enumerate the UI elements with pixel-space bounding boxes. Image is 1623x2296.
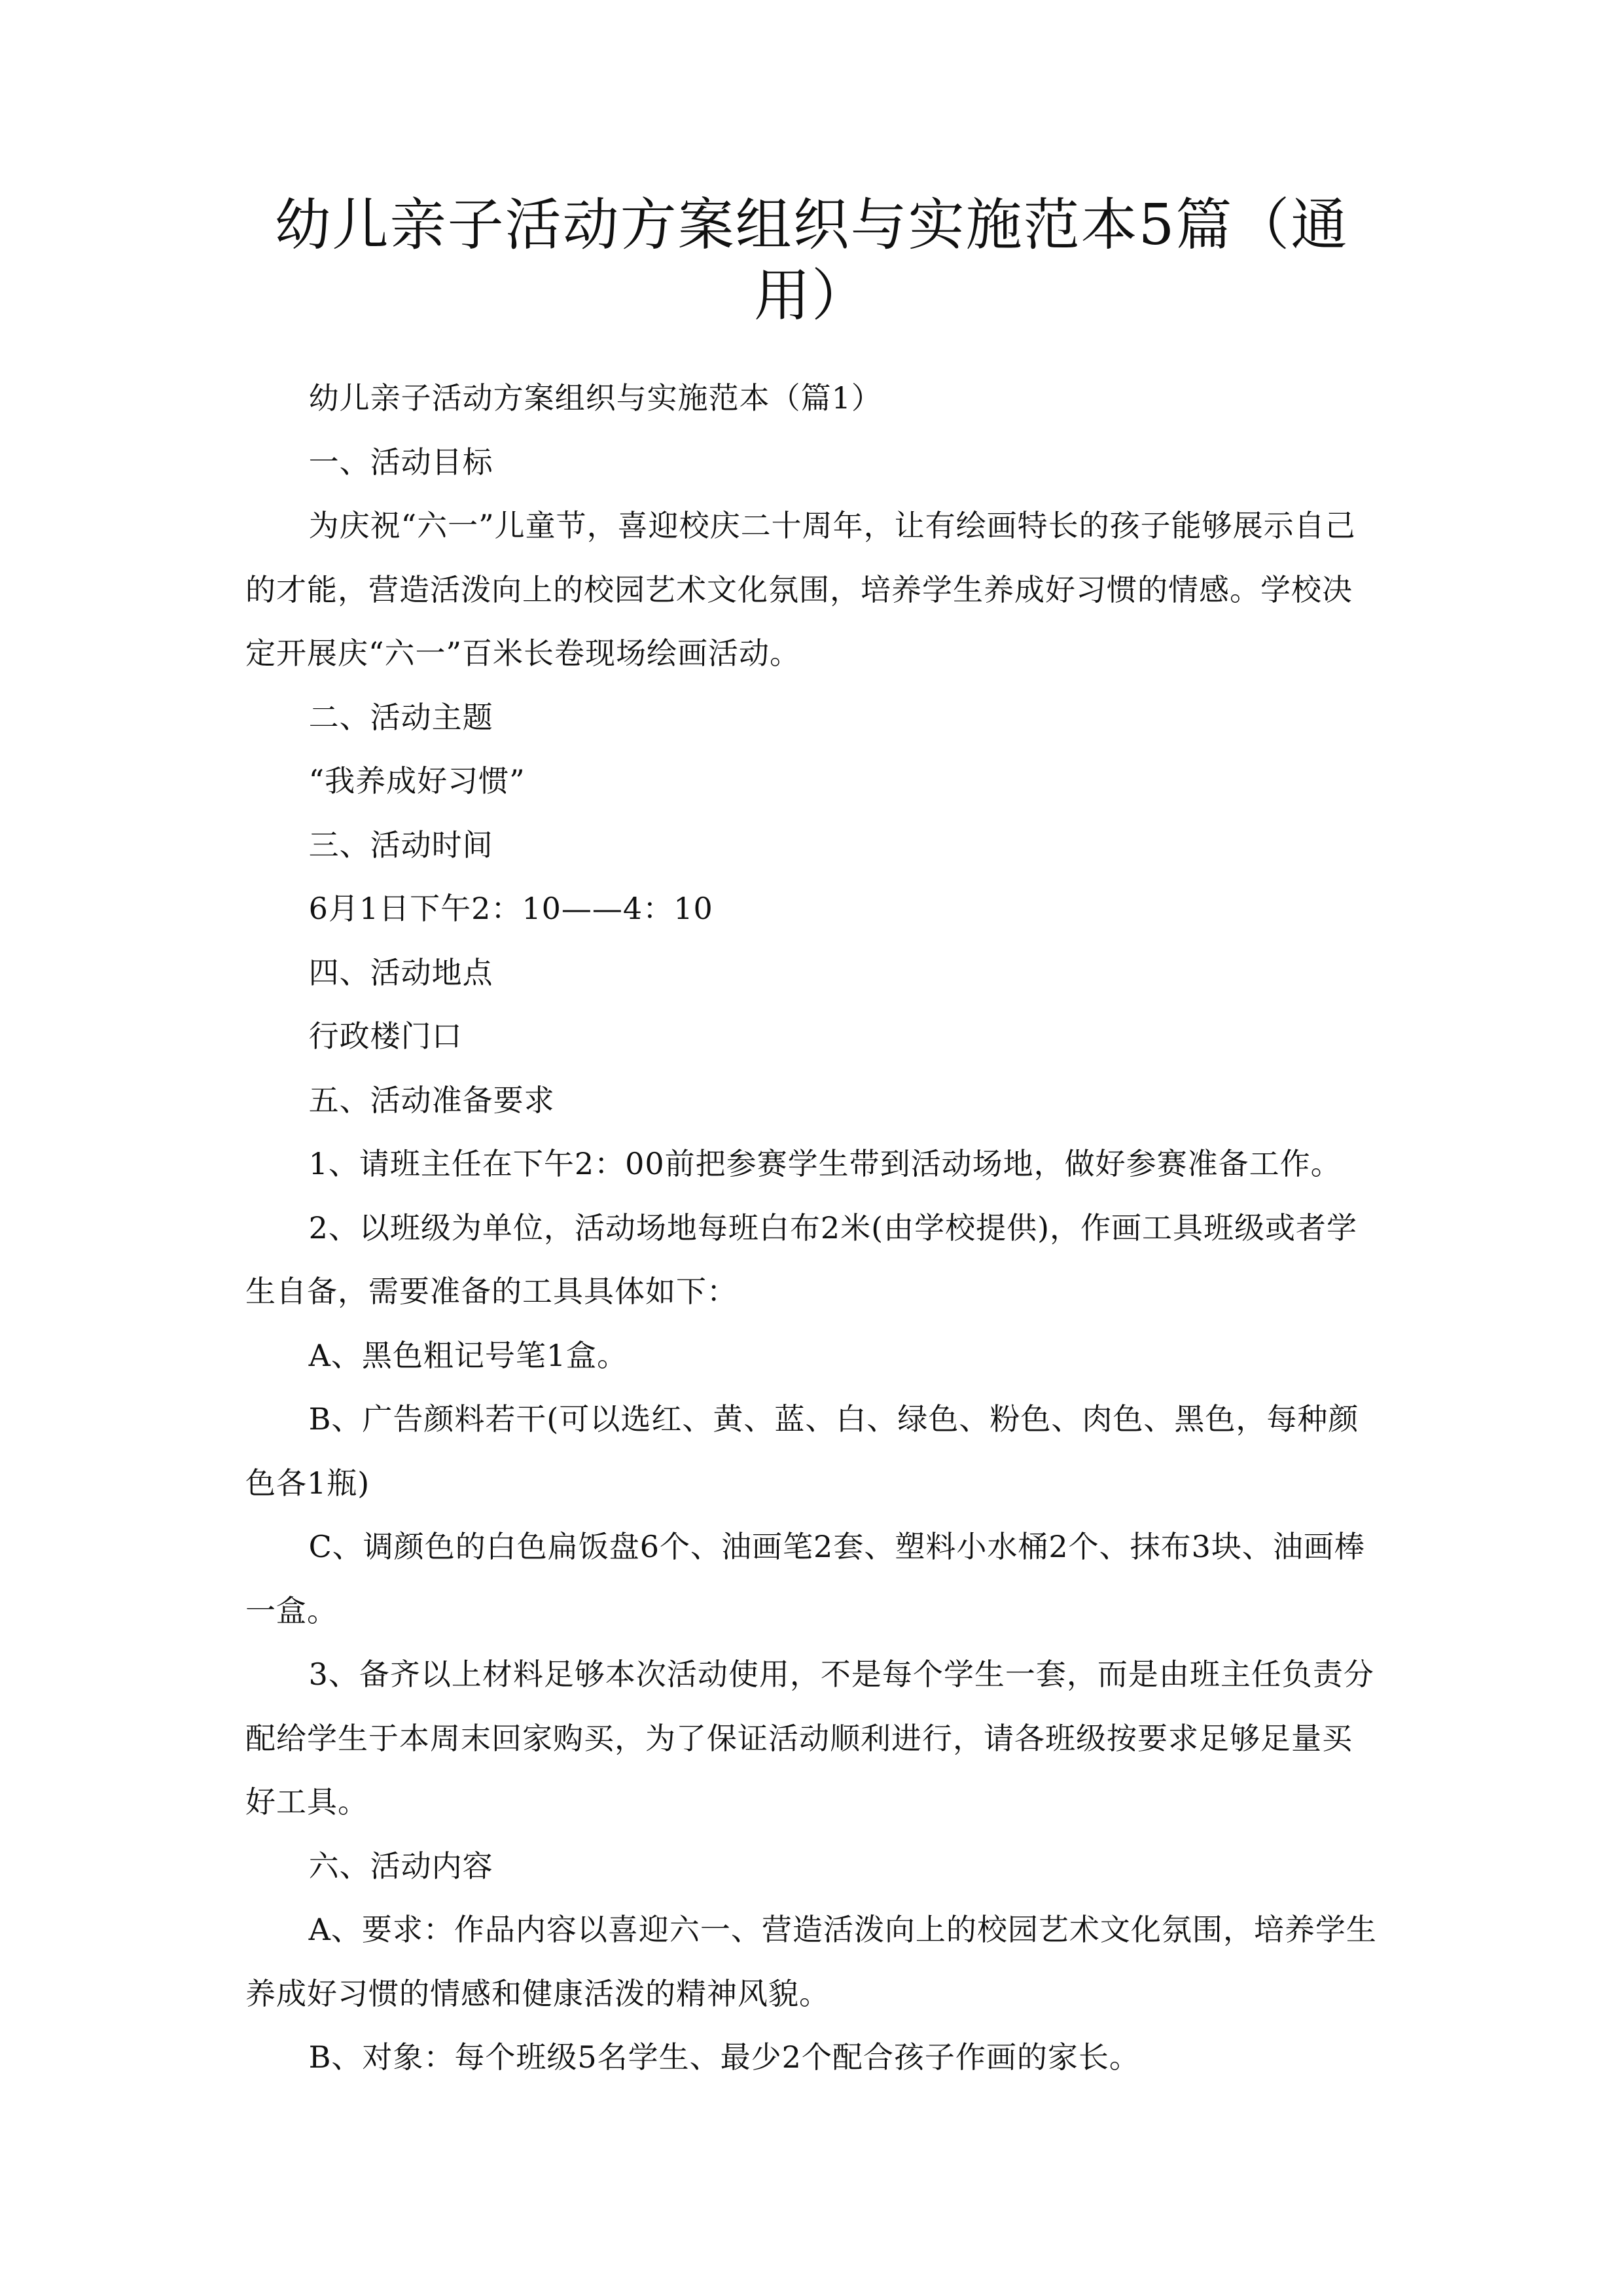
list-item: B、广告颜料若干(可以选红、黄、蓝、白、绿色、粉色、肉色、黑色，每种颜色各1瓶)	[245, 1401, 1359, 1501]
document-title: 幼儿亲子活动方案组织与实施范本5篇（通用）	[274, 192, 1349, 329]
paragraph: 1、请班主任在下午2：00前把参赛学生带到活动场地，做好参赛准备工作。	[308, 1146, 1342, 1181]
section-heading: 幼儿亲子活动方案组织与实施范本（篇1）	[308, 380, 882, 416]
paragraph: 3、备齐以上材料足够本次活动使用，不是每个学生一套，而是由班主任负责分配给学生于本周末回家购买，为了保证活动顺利进行，请各班级按要求足够足量买好工具。	[245, 1657, 1374, 1820]
list-item: C、调颜色的白色扁饭盘6个、油画笔2套、塑料小水桶2个、抹布3块、油画棒一盒。	[245, 1529, 1365, 1628]
list-item: A、要求：作品内容以喜迎六一、营造活泼向上的校园艺术文化氛围，培养学生养成好习惯的情感和健康活泼的精神风貌。	[245, 1912, 1377, 2011]
section-heading: 五、活动准备要求	[308, 1082, 555, 1118]
list-item: B、对象：每个班级5名学生、最少2个配合孩子作画的家长。	[308, 2039, 1140, 2075]
section-heading: 三、活动时间	[308, 827, 493, 863]
section-heading: 四、活动地点	[308, 954, 493, 990]
document-body	[245, 367, 1381, 2090]
section-heading: 二、活动主题	[308, 699, 493, 735]
section-heading: 六、活动内容	[308, 1848, 493, 1884]
paragraph: 行政楼门口	[308, 1018, 463, 1054]
section-heading: 一、活动目标	[308, 444, 493, 480]
paragraph: 2、以班级为单位，活动场地每班白布2米(由学校提供)，作画工具班级或者学生自备，需要准备的工具具体如下：	[245, 1210, 1358, 1309]
paragraph: 为庆祝“六一”儿童节，喜迎校庆二十周年，让有绘画特长的孩子能够展示自己的才能，营造活泼向上的校园艺术文化氛围，培养学生养成好习惯的情感。学校决定开展庆“六一”百米长卷现场绘画活动。	[245, 508, 1356, 671]
paragraph: 6月1日下午2：10——4：10	[308, 891, 713, 926]
list-item: A、黑色粗记号笔1盒。	[308, 1337, 628, 1373]
paragraph: “我养成好习惯”	[308, 763, 526, 798]
